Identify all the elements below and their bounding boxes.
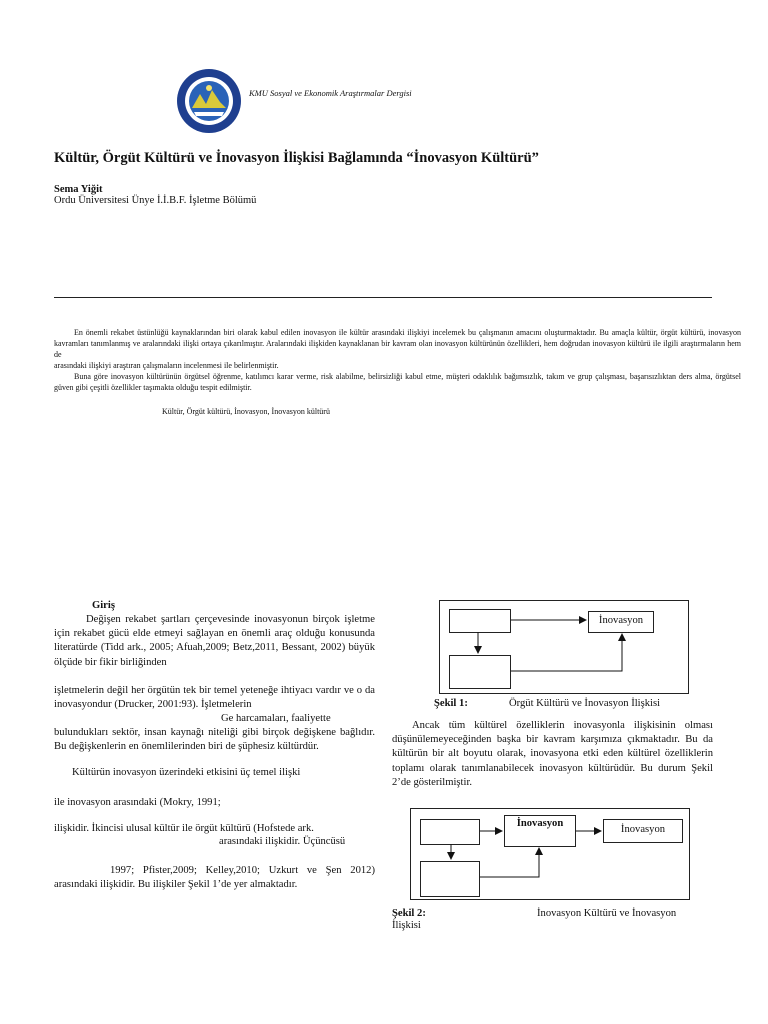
body-paragraph-4: ile inovasyon arasındaki (Mokry, 1991; (54, 797, 221, 808)
body-paragraph-5: ilişkidir. İkincisi ulusal kültür ile örgüt kültürü (Hofstede ark. (54, 823, 314, 834)
figure-2-right-label: İnovasyon (620, 824, 666, 835)
section-heading-giris: Giriş (92, 600, 115, 611)
figure-2-caption-number: Şekil 2: (392, 908, 426, 919)
figure-2-middle-label: İnovasyon (516, 818, 564, 829)
figure-1-innovation-label: İnovasyon (598, 615, 644, 626)
abstract-paragraph-1: En önemli rekabet üstünlüğü kaynaklarından biri olarak kabul edilen inovasyon ile kültür arasındaki ilişkiyi incelemek bu çalışmanın amacını oluşturmaktadır. Bu amaçla kültür, örgüt kültürü, inovasyon kavramları tanımlanmış ve aralarındaki ilişki ortaya çıkarılmıştır. Aralarındaki ilişkiden kaynaklanan bir kavram olan inovasyon kültürünün özellikleri, hem doğrudan inovasyon kültürü ile ilgili araştırmaların hem de (54, 328, 741, 359)
figure-2-caption-text-end: İlişkisi (392, 920, 421, 931)
journal-logo (176, 68, 242, 134)
figure-1-caption-text: Örgüt Kültürü ve İnovasyon İlişkisi (509, 698, 661, 709)
author-name: Sema Yiğit (54, 184, 103, 195)
figure-1 (439, 600, 689, 694)
body-paragraph-1: Değişen rekabet şartları çerçevesinde inovasyonun birçok işletme için rekabet gücü elde etmeyi sağlayan en önemli araç olduğu konusunda literatürde (Tidd ark., 2005; Afuah,2009; Betz,2011, Bessant, 2002) büyük ölçüde bir fikir birliğinden (54, 614, 375, 668)
figure-2 (410, 808, 690, 900)
keywords: Kültür, Örgüt kültürü, İnovasyon, İnovasyon kültürü (162, 407, 330, 416)
paper-title: Kültür, Örgüt Kültürü ve İnovasyon İlişkisi Bağlamında “İnovasyon Kültürü” (54, 150, 539, 166)
body-paragraph-3: Kültürün inovasyon üzerindeki etkisini üç temel ilişki (72, 767, 301, 778)
abstract (54, 327, 741, 393)
body-paragraph-2: işletmelerin değil her örgütün tek bir temel yeteneğe ihtiyacı vardır ve o da inovasyondur (Drucker, 2001:93). İşletmelerin (54, 685, 375, 711)
figure-1-arrows (440, 601, 688, 693)
figure-2-caption-text: İnovasyon Kültürü ve İnovasyon (537, 908, 677, 919)
body-paragraph-2-fragment: Ge harcamaları, faaliyette (221, 713, 331, 724)
body-paragraph-6: 1997; Pfister,2009; Kelley,2010; Uzkurt ve Şen 2012) arasındaki ilişkidir. Bu ilişkiler Şekil 1’de yer almaktadır. (54, 865, 375, 891)
body-paragraph-2-continued: bulundukları sektör, insan kaynağı niteliği gibi birçok değişkene bağlıdır. Bu değişkenlerin en önemlilerinden biri de şüphesiz kültürdür. (54, 727, 375, 753)
abstract-paragraph-1-end: arasındaki ilişkiyi araştıran çalışmaların incelenmesi ile belirlenmiştir. (54, 361, 279, 370)
author-affiliation: Ordu Üniversitesi Ünye İ.İ.B.F. İşletme Bölümü (54, 195, 257, 206)
divider-line (54, 297, 712, 298)
figure-2-arrows (411, 809, 689, 899)
body-paragraph-5-end: arasındaki ilişkidir. Üçüncüsü (219, 836, 346, 847)
journal-name: KMU Sosyal ve Ekonomik Araştırmalar Dergisi (249, 88, 412, 98)
right-column-paragraph: Ancak tüm kültürel özelliklerin inovasyonla ilişkisinin olması düşünülemeyeceğinden başka bir kavram karşımıza çıkmaktadır. Bu da kültürün bir alt boyutu olarak, inovasyona etki eden kültürel özelliklerin toplamı olarak tanımlanabilecek inovasyon kültürüdür. Bu durum Şekil 2’de gösterilmiştir. (392, 720, 713, 788)
abstract-paragraph-2: Buna göre inovasyon kültürünün örgütsel öğrenme, katılımcı karar verme, risk alabilme, belirsizliği kabul etme, müşteri odaklılık bağımsızlık, takım ve grup çalışması, başarısızlıktan ders alma, örgütsel güven gibi çeşitli özellikler taşımakta olduğu tespit edilmiştir. (54, 372, 741, 392)
figure-1-caption-number: Şekil 1: (434, 698, 468, 709)
